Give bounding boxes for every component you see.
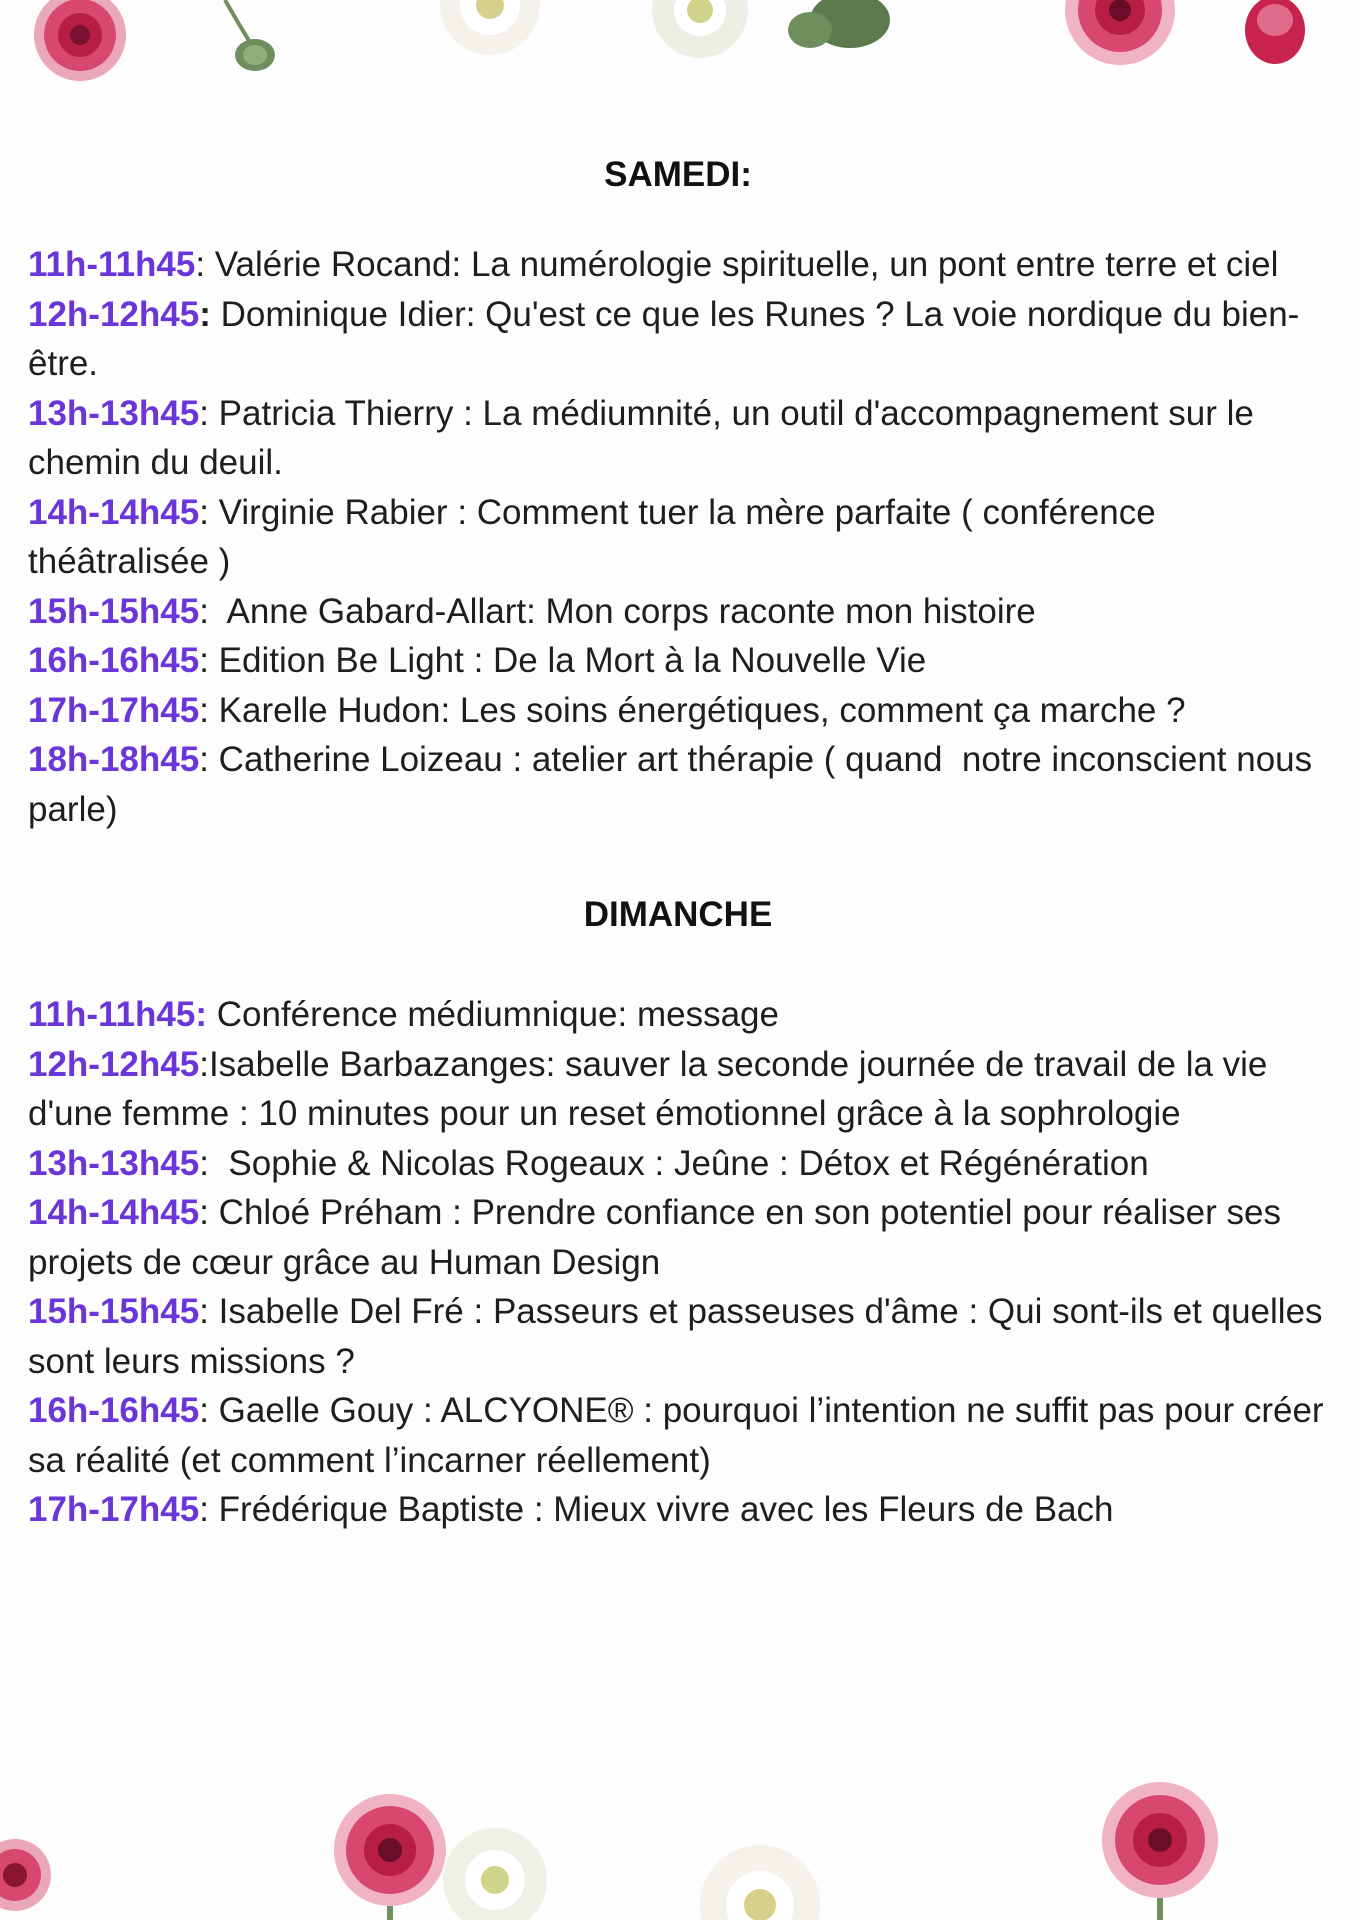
entry-text: Karelle Hudon: Les soins énergétiques, comment ça marche ?	[218, 690, 1186, 730]
entry-text: Edition Be Light : De la Mort à la Nouvelle Vie	[218, 641, 927, 680]
pink-flower-icon	[1102, 1782, 1218, 1920]
schedule-entry	[28, 240, 1328, 290]
saturday-title: SAMEDI:	[604, 155, 752, 194]
schedule-entry	[28, 1040, 1328, 1139]
time-slot: 15h-15h45	[28, 1292, 200, 1331]
schedule-entry	[28, 290, 1328, 389]
separator: :	[199, 740, 219, 779]
time-slot: 16h-16h45	[28, 1391, 200, 1430]
time-slot: 15h-15h45	[28, 591, 200, 631]
time-slot: 17h-17h45	[28, 1490, 200, 1529]
schedule-entry	[28, 1386, 1328, 1485]
time-slot: 14h-14h45	[28, 1193, 200, 1232]
entry-text: Anne Gabard-Allart: Mon corps raconte mon histoire	[226, 591, 1036, 631]
bud-icon	[225, 0, 275, 71]
separator: :	[199, 1391, 219, 1430]
daisy-icon	[440, 0, 540, 55]
separator: :	[199, 294, 221, 334]
pink-flower-icon	[34, 0, 126, 81]
pink-flower-icon	[0, 1839, 51, 1911]
schedule-entry	[28, 587, 1328, 637]
time-slot: 12h-12h45	[28, 1044, 200, 1084]
separator: :	[199, 1490, 219, 1529]
time-slot: 16h-16h45	[28, 641, 200, 680]
separator: :	[199, 1143, 229, 1183]
schedule-entry	[28, 488, 1328, 587]
schedule-entry	[28, 389, 1328, 488]
sunday-title: DIMANCHE	[583, 895, 773, 934]
entry-text: Gaelle Gouy : ALCYONE® : pourquoi l’intention ne suffit pas pour créer sa réalité (et comment l’incarner réellement)	[28, 1391, 1324, 1480]
separator: :	[199, 690, 219, 730]
entry-text: Frédérique Baptiste : Mieux vivre avec les Fleurs de Bach	[218, 1490, 1114, 1529]
time-slot: 17h-17h45	[28, 690, 200, 730]
schedule-entry	[28, 1188, 1328, 1287]
time-slot: 13h-13h45	[28, 1143, 200, 1183]
entry-text: Patricia Thierry : La médiumnité, un outil d'accompagnement sur le chemin du deuil.	[28, 393, 1254, 482]
schedule-entry	[28, 1139, 1328, 1189]
entry-text: Valérie Rocand: La numérologie spirituelle, un pont entre terre et ciel	[214, 245, 1279, 284]
separator: :	[195, 245, 215, 284]
time-slot: 13h-13h45	[28, 393, 200, 433]
pink-bud-icon	[1245, 0, 1305, 64]
saturday-section	[28, 150, 1328, 834]
top-flower-decoration	[0, 0, 1357, 110]
pink-flower-icon	[1065, 0, 1175, 65]
separator: :	[199, 1193, 219, 1232]
entry-text: Dominique Idier: Qu'est ce que les Runes ? La voie nordique du bien-être.	[28, 294, 1300, 383]
daisy-icon	[443, 1828, 547, 1920]
schedule-entry	[28, 686, 1328, 736]
schedule-entry	[28, 1485, 1328, 1535]
entry-text: Catherine Loizeau : atelier art thérapie ( quand notre inconscient nous parle)	[28, 740, 1322, 829]
entry-text: Virginie Rabier : Comment tuer la mère parfaite ( conférence théâtralisée )	[28, 492, 1156, 581]
sunday-section	[28, 890, 1328, 1535]
separator: :	[199, 591, 227, 631]
separator: :	[199, 492, 219, 532]
event-schedule	[28, 150, 1328, 1535]
entry-text: Chloé Préham : Prendre confiance en son potentiel pour réaliser ses projets de cœur grâce au Human Design	[28, 1193, 1281, 1282]
leaf-icon	[788, 0, 890, 48]
separator: :	[199, 641, 219, 680]
separator: :	[199, 1292, 219, 1331]
entry-text: Isabelle Del Fré : Passeurs et passeuses d'âme : Qui sont-ils et quelles sont leurs missions ?	[28, 1292, 1323, 1381]
separator: :	[199, 393, 219, 433]
daisy-icon	[700, 1845, 820, 1920]
time-slot: 14h-14h45	[28, 492, 200, 532]
schedule-entry	[28, 1287, 1328, 1386]
time-slot: 12h-12h45	[28, 294, 200, 334]
separator: :	[199, 1044, 209, 1084]
separator	[207, 995, 217, 1034]
entry-text: Conférence médiumnique: message	[216, 995, 779, 1034]
bottom-flower-decoration	[0, 1770, 1357, 1920]
time-slot: 18h-18h45	[28, 740, 200, 779]
schedule-entry	[28, 735, 1328, 834]
time-slot: 11h-11h45	[28, 245, 196, 284]
daisy-icon	[652, 0, 748, 58]
time-slot: 11h-11h45:	[28, 995, 207, 1034]
entry-text: Sophie & Nicolas Rogeaux : Jeûne : Détox et Régénération	[228, 1143, 1149, 1183]
pink-flower-icon	[334, 1794, 446, 1920]
entry-text: Isabelle Barbazanges: sauver la seconde journée de travail de la vie d'une femme : 10 minutes pour un reset émotionnel grâce à la sophrologie	[28, 1044, 1268, 1133]
schedule-entry	[28, 636, 1328, 686]
schedule-entry	[28, 990, 1328, 1040]
